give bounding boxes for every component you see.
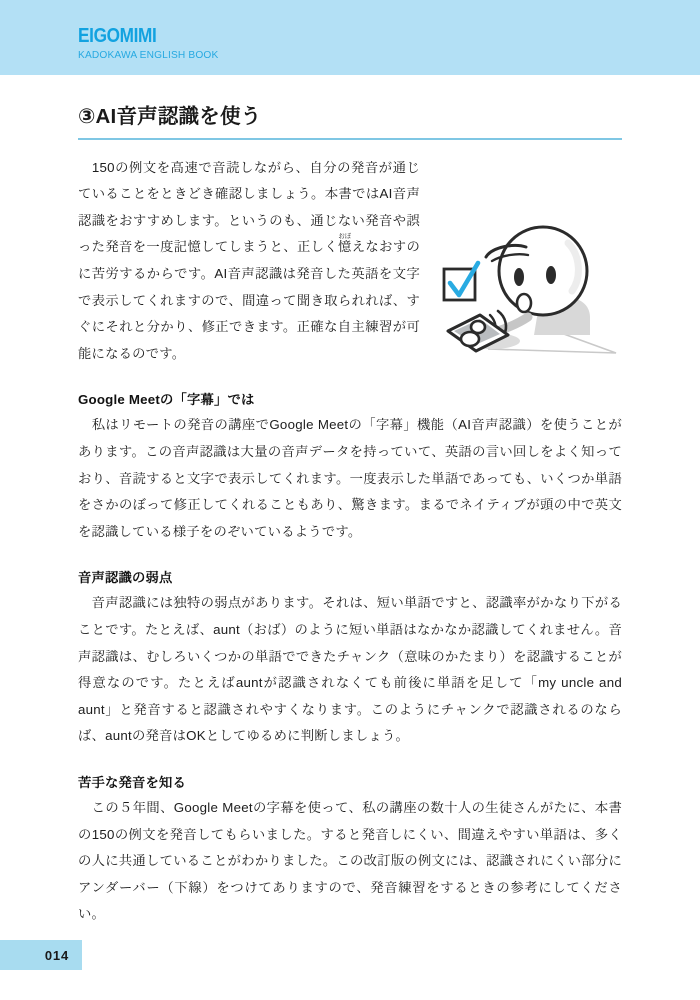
page-number: 014	[44, 947, 69, 963]
paragraph-speech-recognition-weakness: 音声認識には独特の弱点があります。それは、短い単語ですと、認識率がかなり下がることです。たとえば、aunt（おば）のように短い単語はなかなか認識してくれません。音声認識は、むしろいくつかの単語でできたチャンク（意味のかたまり）を認識することが得意なのです。たとえばauntが認識されなくても前後に単語を足して「my uncle and aunt」と発音すると認識されやすくなります。このようにチャンクで認識されるのならば、auntの発音はOKとしてゆるめに判断しましょう。	[78, 595, 622, 744]
subheading-google-meet-captions: Google Meetの「字幕」では	[78, 392, 255, 408]
page-header-band	[0, 0, 700, 75]
intro-text-part1: 150の例文を高速で音読しながら、自分の発音が通じていることをときどき確認しましょう。本書ではAI音声認識をおすすめします。というのも、通じない発音や誤った発音を一度記憶してしまうと、正しく	[78, 159, 420, 255]
intro-text-part2: えなおすのに苦労するからです。AI音声認識は発音した英語を文字で表示してくれますので、間違って聞き取られれば、すぐにそれと分かり、修正できます。正確な自主練習が可能になるのです。	[78, 239, 421, 361]
page-number-badge	[0, 940, 82, 970]
page-title: ③AI音声認識を使う	[78, 105, 262, 128]
brand-title: EIGOMIMI	[78, 25, 157, 47]
intro-block	[78, 155, 622, 368]
intro-paragraph	[78, 155, 420, 368]
brand-subtitle: KADOKAWA ENGLISH BOOK	[78, 49, 219, 61]
paragraph-google-meet-captions: 私はリモートの発音の講座でGoogle Meetの「字幕」機能（AI音声認識）を使うことがあります。この音声認識は大量の音声データを持っていて、英語の言い回しをよく知っており、音読すると文字で表示してくれます。一度表示した単語であっても、いくつか単語をさかのぼって修正してくれることもあり、驚きます。まるでネイティブが頭の中で英文を認識している様子をのぞいているようです。	[78, 417, 622, 539]
illustration-person-speaking-to-phone	[430, 217, 626, 375]
ruby-base: 憶	[338, 239, 352, 255]
ruby-annotation: おぼ	[338, 233, 352, 241]
brand-block	[78, 26, 223, 61]
ruby-oboeru	[338, 233, 352, 255]
title-divider	[78, 138, 622, 140]
subheading-speech-recognition-weakness: 音声認識の弱点	[78, 570, 173, 586]
paragraph-know-weak-pronunciation: この５年間、Google Meetの字幕を使って、私の講座の数十人の生徒さんがたに、本書の150の例文を発音してもらいました。すると発音しにくい、間違えやすい単語は、多くの人に共通していることがわかりました。この改訂版の例文には、認識されにくい部分にアンダーバー（下線）をつけてありますので、発音練習をするときの参考にしてください。	[78, 799, 622, 922]
page-content	[78, 104, 622, 928]
subheading-know-weak-pronunciation: 苦手な発音を知る	[78, 774, 186, 790]
